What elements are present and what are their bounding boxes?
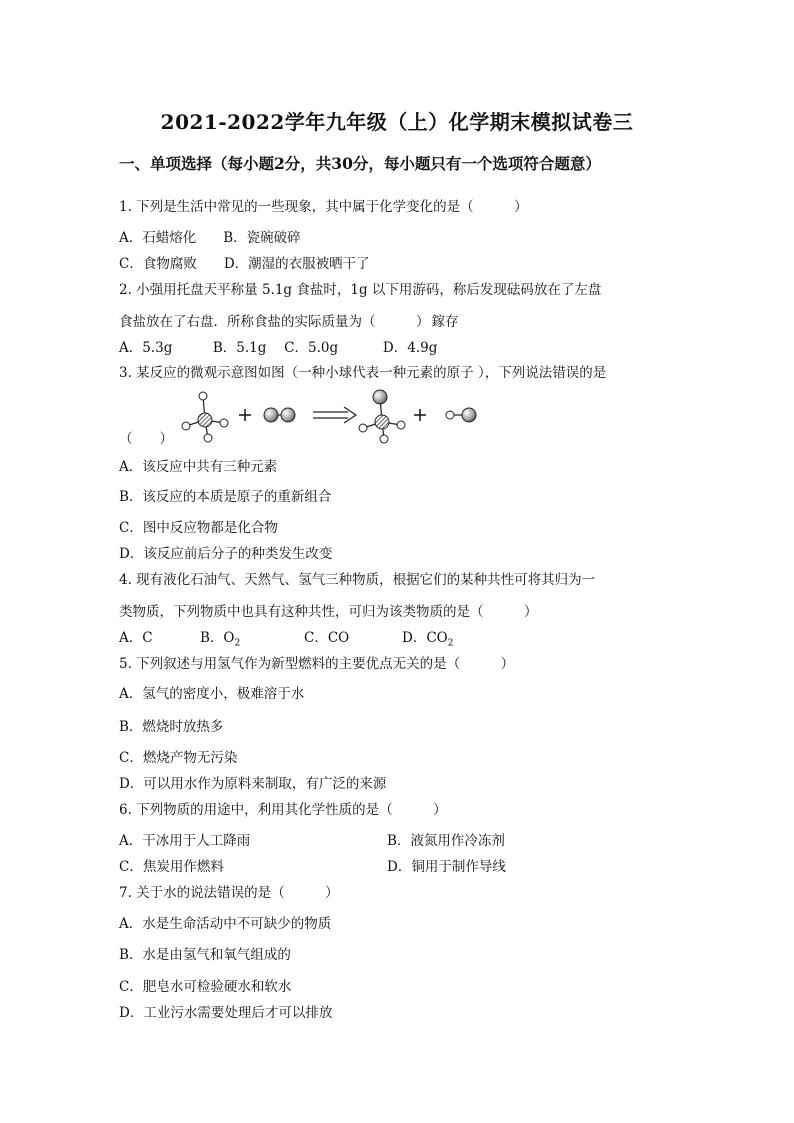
q4-option-c: C．CO <box>304 630 350 646</box>
q1-options-cd: C．食物腐败 D．潮湿的衣服被晒干了 <box>119 256 370 272</box>
q1-stem: 1. 下列是生活中常见的一些现象，其中属于化学变化的是（ ） <box>119 199 528 215</box>
q4-option-a: A．C <box>119 630 153 646</box>
page-title: 2021-2022学年九年级（上）化学期末模拟试卷三 <box>160 110 634 134</box>
q7-option-d: D．工业污水需要处理后才可以排放 <box>119 1005 333 1021</box>
reactant-molecule-2 <box>264 408 295 422</box>
plus-sign-1 <box>239 409 251 421</box>
q5-stem: 5. 下列叙述与用氢气作为新型燃料的主要优点无关的是（ ） <box>119 656 515 672</box>
q6-option-a: A．干冰用于人工降雨 <box>119 833 251 849</box>
product-molecule-2 <box>446 408 476 422</box>
q3-option-d: D．该反应前后分子的种类发生改变 <box>119 546 333 562</box>
q5-option-a: A．氢气的密度小，极难溶于水 <box>119 686 305 702</box>
q4-option-d <box>402 629 453 653</box>
product-molecule-1 <box>359 390 405 443</box>
q4-stem-line1: 4. 现有液化石油气、天然气、氢气三种物质，根据它们的某种共性可将其归为一 <box>119 572 596 588</box>
q2-stem-text: 食盐放在了右盘．所称食盐的实际质量为（ ） <box>119 314 430 330</box>
q3-option-b: B．该反应的本质是原子的重新组合 <box>119 489 332 505</box>
q2-note: 鎵存 <box>431 314 459 330</box>
q5-option-b: B．燃烧时放热多 <box>119 719 224 735</box>
q7-stem: 7. 关于水的说法错误的是（ ） <box>119 885 339 901</box>
q4-stem-line2: 类物质，下列物质中也具有这种共性，可归为该类物质的是（ ） <box>119 604 538 620</box>
reaction-diagram <box>170 386 490 446</box>
q7-option-b: B．水是由氢气和氧气组成的 <box>119 947 291 963</box>
q4-option-b <box>200 629 240 653</box>
plus-sign-2 <box>414 409 426 421</box>
q2-stem-line2 <box>119 313 459 331</box>
q1-options-ab: A．石蜡熔化 B．瓷碗破碎 <box>119 230 301 246</box>
q3-option-c: C．图中反应物都是化合物 <box>119 520 278 536</box>
q3-stem: 3. 某反应的微观示意图如图（一种小球代表一种元素的原子 ），下列说法错误的是 <box>119 365 607 381</box>
reaction-arrow <box>313 407 356 423</box>
q6-option-c: C．焦炭用作燃料 <box>119 859 224 875</box>
q2-options: A．5.3g B．5.1g C．5.0g D．4.9g <box>119 340 438 356</box>
q6-option-b: B．液氮用作冷冻剂 <box>387 833 505 849</box>
q6-option-d: D．铜用于制作导线 <box>387 859 506 875</box>
q3-option-a: A．该反应中共有三种元素 <box>119 459 278 475</box>
q4-option-d-subscript: 2 <box>447 638 454 649</box>
q5-option-c: C．燃烧产物无污染 <box>119 750 238 766</box>
q4-option-b-subscript: 2 <box>234 638 241 649</box>
q4-option-d-text: D．CO <box>402 630 448 646</box>
q5-option-d: D．可以用水作为原料来制取，有广泛的来源 <box>119 776 387 792</box>
reactant-molecule-1 <box>182 392 228 442</box>
q3-answer-paren: （ ） <box>119 431 173 447</box>
q6-stem: 6. 下列物质的用途中，利用其化学性质的是（ ） <box>119 802 447 818</box>
q4-option-b-text: B．O <box>200 630 235 646</box>
section-heading: 一、单项选择（每小题2分，共30分，每小题只有一个选项符合题意） <box>119 154 601 173</box>
q2-stem-line1: 2. 小强用托盘天平称量 5.1g 食盐时，1g 以下用游码，称后发现砝码放在了左盘 <box>119 282 602 298</box>
q7-option-c: C．肥皂水可检验硬水和软水 <box>119 979 292 995</box>
q7-option-a: A．水是生命活动中不可缺少的物质 <box>119 916 332 932</box>
